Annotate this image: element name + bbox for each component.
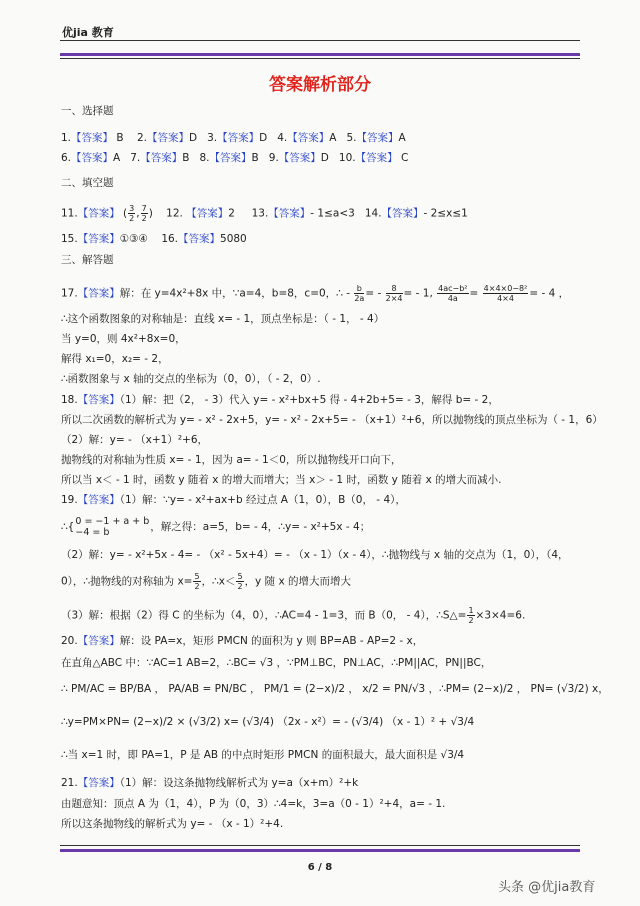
q19-line-4: 0），∴抛物线的对称轴为 x= $\frac{5}{2}$ ，∴x＜ $\frac{5}{2}$ ，y 随 x 的增大而增大 <box>61 572 352 591</box>
section-heading: 一、选择题 <box>61 105 114 117</box>
q21-line-2: 由题意知：顶点 A 为（1，4），P 为（0，3）∴4=k，3=a（0 - 1）²+4，a= - 1. <box>61 798 446 810</box>
header-rule <box>60 40 580 41</box>
q18-line-1: 18.【答案】（1）解：把（2， - 3）代入 y= - x²+bx+5 得 - 4+2b+5= - 3，解得 b= - 2， <box>61 394 499 406</box>
header-rule-2 <box>60 58 580 59</box>
page-title: 答案解析部分 <box>269 75 371 95</box>
footer-accent-rule <box>60 849 580 852</box>
answer-row-1: 1.【答案】 B 2.【答案】D 3.【答案】D 4.【答案】A 5.【答案】A <box>61 132 406 144</box>
q21-line-3: 所以这条抛物线的解析式为 y= - （x - 1）²+4. <box>61 818 284 830</box>
q20-line-5: ∴当 x=1 时，即 PA=1，P 是 AB 的中点时矩形 PMCN 的面积最大，最大面积是 √3/4 <box>61 749 465 761</box>
q17-line-1: 17.【答案】解：在 y=4x²+8x 中，∵a=4，b=8，c=0，∴ - $\frac{b}{2a}$ = - $\frac{8}{2\times 4}$ = - 1, $\frac{\text{4ac−b²}}{4a}$ = $\frac{\text{4×4×0−8²}}{4\times 4}$ = - 4 ， <box>61 284 570 303</box>
q19-line-2: ∴{ 0 = −1 + a + b −4 = b ，解之得：a=5，b= - 4，∴y= - x²+5x - 4； <box>61 516 371 538</box>
q17-line-3: 当 y=0，则 4x²+8x=0， <box>61 333 186 345</box>
q17-line-5: ∴函数图象与 x 轴的交点的坐标为（0，0），（ - 2，0）. <box>61 373 321 385</box>
q18-line-4: 抛物线的对称轴为性质 x= - 1，因为 a= - 1＜0，所以抛物线开口向下， <box>61 454 402 466</box>
q20-line-1: 20.【答案】解：设 PA=x，矩形 PMCN 的面积为 y 则 BP=AB - AP=2 - x， <box>61 635 424 647</box>
q19-line-5: （3）解：根据（2）得 C 的坐标为（4，0），∴AC=4 - 1=3，而 B（0， - 4），∴S△= $\frac{1}{2}$ ×3×4=6. <box>61 606 526 625</box>
section-heading: 三、解答题 <box>61 254 114 266</box>
fill-answer-row-2: 15.【答案】①③④ 16.【答案】5080 <box>61 233 247 245</box>
brand-logo: 优jia 教育 <box>62 26 114 39</box>
header-accent-rule <box>60 53 580 56</box>
answer-row-2: 6.【答案】A 7.【答案】B 8.【答案】B 9.【答案】D 10.【答案】 C <box>61 152 409 164</box>
q17-line-4: 解得 x₁=0，x₂= - 2， <box>61 353 169 365</box>
q18-line-5: 所以当 x＜ - 1 时，函数 y 随着 x 的增大而增大；当 x＞ - 1 时，函数 y 随着 x 的增大而减小. <box>61 474 502 486</box>
q19-line-3: （2）解：y= - x²+5x - 4= - （x² - 5x+4）= - （x - 1）（x - 4），∴抛物线与 x 轴的交点为（1，0），（4， <box>61 549 569 561</box>
q20-line-4: ∴y=PM×PN= (2−x)/2 × (√3/2) x= (√3/4) （2x - x²）= - (√3/4) （x - 1）² + √3/4 <box>61 716 475 728</box>
page-number: 6 / 8 <box>307 862 333 873</box>
fill-answer-row-1: 11.【答案】 ( $\frac{3}{2}$ , $\frac{7}{2}$ ) 12. 【答案】2 13.【答案】- 1≤a<3 14.【答案】- 2≤x≤1 <box>61 204 468 223</box>
q18-line-2: 所以二次函数的解析式为 y= - x² - 2x+5，y= - x² - 2x+5= - （x+1）²+6，所以抛物线的顶点坐标为（ - 1，6） <box>61 414 603 426</box>
q17-line-2: ∴这个函数图象的对称轴是：直线 x= - 1，顶点坐标是：（ - 1， - 4） <box>61 313 385 325</box>
q20-line-3: ∴ PM/AC = BP/BA ， PA/AB = PN/BC ， PM/1 = (2−x)/2 ， x/2 = PN/√3 ，∴PM= (2−x)/2 ， PN= (√3/2) x， <box>61 683 609 695</box>
q20-line-2: 在直角△ABC 中：∵AC=1 AB=2，∴BC= √3 ，∵PM⊥BC，PN⊥AC，∴PM||AC，PN||BC， <box>61 657 492 669</box>
section-heading: 二、填空题 <box>61 177 114 189</box>
footer-rule <box>60 845 580 846</box>
q21-line-1: 21.【答案】（1）解：设这条抛物线解析式为 y=a（x+m）²+k <box>61 777 359 789</box>
q19-line-1: 19.【答案】（1）解：∵y= - x²+ax+b 经过点 A（1，0），B（0， - 4）， <box>61 494 406 506</box>
q18-line-3: （2）解：y= - （x+1）²+6， <box>61 434 209 446</box>
source-watermark: 头条 @优jia教育 <box>498 880 596 895</box>
